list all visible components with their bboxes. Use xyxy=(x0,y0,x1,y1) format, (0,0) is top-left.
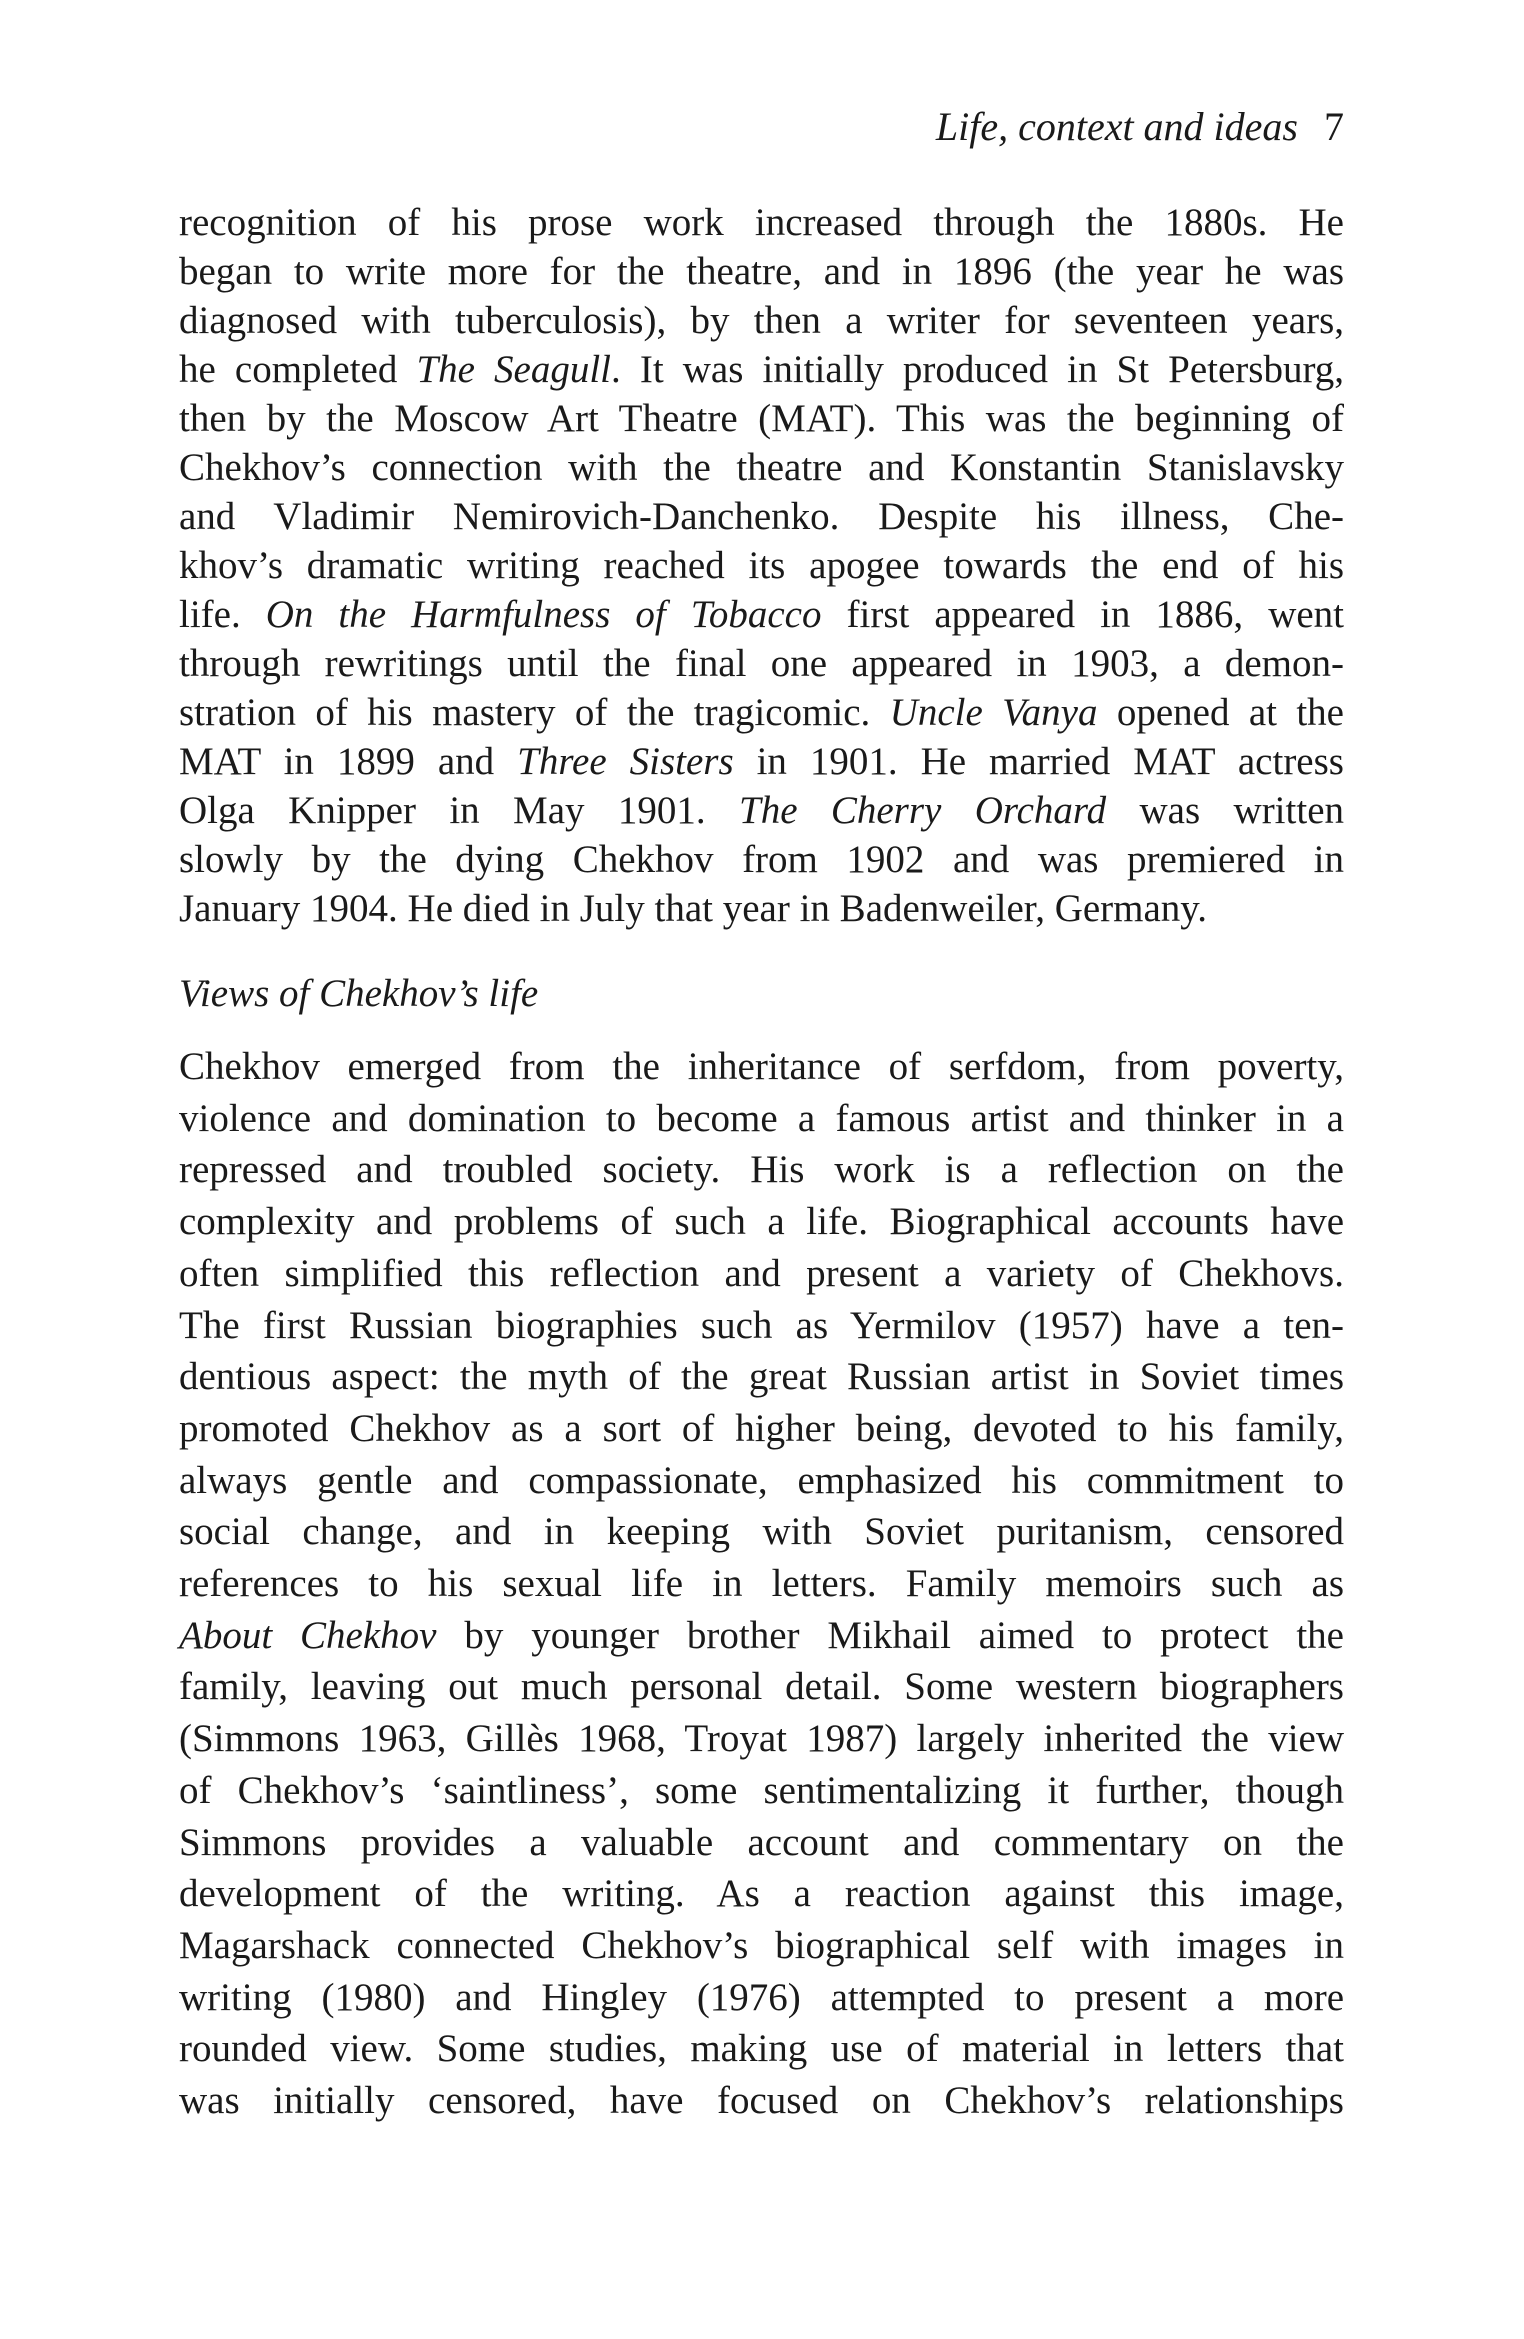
text-run: began to write more for the theatre, and in 1896 (the year he was xyxy=(179,250,1344,293)
text-line xyxy=(179,639,1344,688)
text-line xyxy=(179,1144,1344,1196)
text-run: Magarshack connected Chekhov’s biographical self with images in xyxy=(179,1923,1344,1967)
text-line xyxy=(179,1868,1344,1920)
text-line xyxy=(179,1765,1344,1817)
text-run: stration of his mastery of the tragicomic. xyxy=(179,691,890,734)
text-line xyxy=(179,345,1344,394)
text-run: Olga Knipper in May 1901. xyxy=(179,789,739,832)
text-run: was initially censored, have focused on Chekhov’s relationships xyxy=(179,2079,1344,2123)
text-run: by younger brother Mikhail aimed to protect the xyxy=(436,1613,1344,1657)
text-line xyxy=(179,1713,1344,1765)
running-head-title: Life, context and ideas xyxy=(935,104,1298,149)
text-line xyxy=(179,835,1344,884)
text-line xyxy=(179,492,1344,541)
text-run: through rewritings until the final one appeared in 1903, a demon- xyxy=(179,642,1344,685)
italic-title: About Chekhov xyxy=(179,1613,437,1657)
text-line xyxy=(179,1403,1344,1455)
italic-title: On the Harmfulness of Tobacco xyxy=(265,593,822,636)
italic-title: Uncle Vanya xyxy=(889,691,1098,734)
text-line xyxy=(179,884,1344,933)
text-run: dentious aspect: the myth of the great Russian artist in Soviet times xyxy=(179,1355,1344,1399)
text-run: and Vladimir Nemirovich-Danchenko. Despite his illness, Che- xyxy=(179,495,1344,538)
text-run: development of the writing. As a reaction against this image, xyxy=(179,1872,1344,1916)
section-heading: Views of Chekhov’s life xyxy=(179,972,539,1015)
text-run: writing (1980) and Hingley (1976) attempted to present a more xyxy=(179,1975,1344,2019)
text-run: life. xyxy=(179,593,266,636)
text-line xyxy=(179,1610,1344,1662)
text-line xyxy=(179,1351,1344,1403)
text-run: Chekhov’s connection with the theatre and Konstantin Stanislavsky xyxy=(179,446,1344,489)
text-run: recognition of his prose work increased through the 1880s. He xyxy=(179,201,1344,244)
text-run: opened at the xyxy=(1097,691,1344,734)
text-line xyxy=(179,1300,1344,1352)
text-run: of Chekhov’s ‘saintliness’, some sentimentalizing it further, though xyxy=(179,1768,1344,1812)
text-run: he completed xyxy=(179,348,417,391)
text-line xyxy=(179,1196,1344,1248)
text-line xyxy=(179,443,1344,492)
text-run: first appeared in 1886, went xyxy=(821,593,1345,636)
text-line xyxy=(179,1558,1344,1610)
text-run: Simmons provides a valuable account and commentary on the xyxy=(179,1820,1344,1864)
text-line xyxy=(179,2075,1344,2127)
text-line xyxy=(179,1920,1344,1972)
italic-title: Three Sisters xyxy=(517,740,734,783)
italic-title: The Seagull xyxy=(416,348,612,391)
text-run: complexity and problems of such a life. Biographical accounts have xyxy=(179,1200,1344,1244)
text-run: was written xyxy=(1106,789,1345,832)
text-run: repressed and troubled society. His work is a reflection on the xyxy=(179,1148,1344,1192)
text-run: promoted Chekhov as a sort of higher being, devoted to his family, xyxy=(179,1406,1344,1450)
italic-title: The Cherry Orchard xyxy=(739,789,1107,832)
running-head xyxy=(936,104,1344,150)
text-line xyxy=(179,1455,1344,1507)
body-paragraph-1 xyxy=(179,198,1344,933)
text-line xyxy=(179,590,1344,639)
text-line xyxy=(179,1248,1344,1300)
text-run: (Simmons 1963, Gillès 1968, Troyat 1987) largely inherited the view xyxy=(179,1717,1344,1761)
text-run: khov’s dramatic writing reached its apogee towards the end of his xyxy=(179,544,1344,587)
text-run: references to his sexual life in letters. Family memoirs such as xyxy=(179,1562,1344,1606)
text-line xyxy=(179,786,1344,835)
page-number: 7 xyxy=(1324,104,1344,149)
text-run: MAT in 1899 and xyxy=(179,740,518,783)
text-run: often simplified this reflection and present a variety of Chekhovs. xyxy=(179,1251,1344,1295)
text-line xyxy=(179,394,1344,443)
text-line xyxy=(179,2023,1344,2075)
text-line xyxy=(179,1506,1344,1558)
body-paragraph-2 xyxy=(179,1041,1344,2127)
text-line xyxy=(179,1041,1344,1093)
text-run: diagnosed with tuberculosis), by then a writer for seventeen years, xyxy=(179,299,1344,342)
text-line xyxy=(179,296,1344,345)
text-run: social change, and in keeping with Soviet puritanism, censored xyxy=(179,1510,1344,1554)
text-run: January 1904. He died in July that year in Badenweiler, Germany. xyxy=(179,887,1208,930)
text-run: family, leaving out much personal detail. Some western biographers xyxy=(179,1665,1344,1709)
text-run: The first Russian biographies such as Yermilov (1957) have a ten- xyxy=(179,1303,1344,1347)
text-run: then by the Moscow Art Theatre (MAT). This was the beginning of xyxy=(179,397,1344,440)
text-run: slowly by the dying Chekhov from 1902 and was premiered in xyxy=(179,838,1344,881)
text-run: in 1901. He married MAT actress xyxy=(733,740,1344,783)
text-line xyxy=(179,1093,1344,1145)
text-line xyxy=(179,1817,1344,1869)
text-line xyxy=(179,541,1344,590)
text-line xyxy=(179,247,1344,296)
text-line xyxy=(179,1972,1344,2024)
text-line xyxy=(179,688,1344,737)
text-run: . It was initially produced in St Petersburg, xyxy=(611,348,1345,391)
text-line xyxy=(179,737,1344,786)
text-run: rounded view. Some studies, making use of material in letters that xyxy=(179,2027,1344,2071)
text-run: Chekhov emerged from the inheritance of serfdom, from poverty, xyxy=(179,1045,1344,1088)
text-line xyxy=(179,198,1344,247)
text-line xyxy=(179,1661,1344,1713)
text-run: violence and domination to become a famous artist and thinker in a xyxy=(179,1096,1344,1140)
text-run: always gentle and compassionate, emphasized his commitment to xyxy=(179,1458,1344,1502)
